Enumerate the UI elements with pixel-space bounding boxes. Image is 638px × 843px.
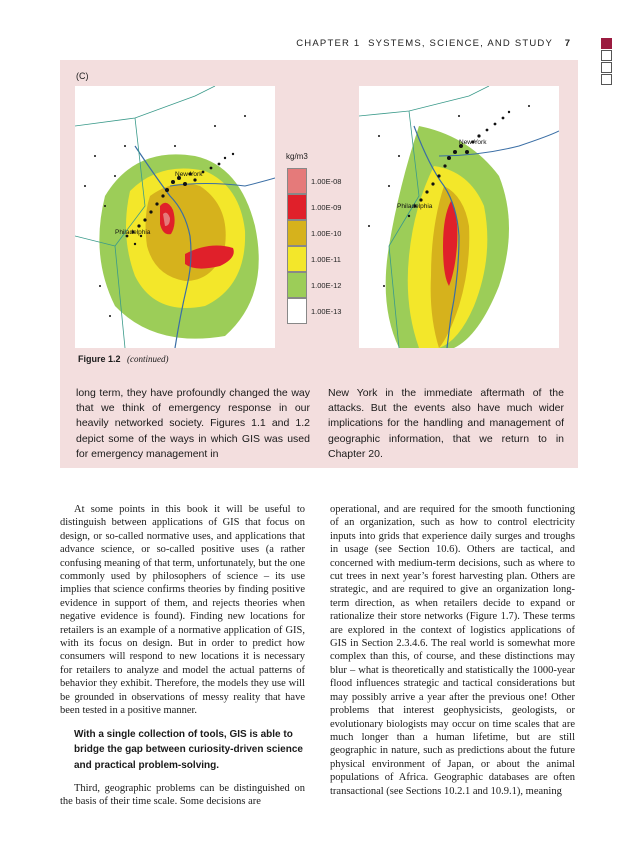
- chapter-title: SYSTEMS, SCIENCE, AND STUDY: [368, 38, 553, 49]
- plume-map-right: [359, 86, 559, 348]
- chapter-word: CHAPTER: [296, 38, 351, 49]
- panel-label: (C): [76, 71, 89, 81]
- thumb-tab: [601, 62, 612, 73]
- paragraph: operational, and are required for the smooth functioning of an organization, such as how to control electricity inputs into grids that experience daily surges and troughs in usage (see Section 10.6). Others are tactical, and concerned with medium-term decisions, such as where to cut trees in next year’s forest harvesting plan. Others are strategic, and are required to give an organization long-term direction, as when retailers decide to expand or rationalize their store networks (Figure 1.7). These terms are explored in the context of logistics applications of GIS in Section 2.3.4.6. The real world is somewhat more complex than this, of course, and these distinctions may blur – what is theoretically and statistically the 1000-year flood influences strategic and tactical considerations but may possibly arrive a year after the previous one! Other problems that interest geophysicists, geologists, or evolutionary biologists may occur on time scales that are much longer than a human lifetime, but are still geographic in nature, such as predictions about the future physical environment of Japan, or about the animal populations of Africa. Geographic databases are often transactional (see Sections 10.2.1 and 10.9.1), meaning: [330, 504, 575, 797]
- thumb-tab: [601, 50, 612, 61]
- legend-swatch: [287, 194, 307, 220]
- figure-caption-note: (continued): [127, 354, 169, 364]
- legend-label: 1.00E-13: [311, 307, 342, 316]
- legend-swatch: [287, 272, 307, 298]
- map-label-philadelphia: Philadelphia: [115, 229, 151, 236]
- paragraph: Third, geographic problems can be distinguished on the basis of their time scale. Some decisions are: [60, 783, 305, 808]
- figure-panel: [60, 60, 578, 468]
- legend-entry: [287, 168, 346, 194]
- map-label-new-york: New York: [175, 171, 203, 178]
- pull-quote: With a single collection of tools, GIS is able to bridge the gap between curiosity-driven science and practical problem-solving.: [74, 728, 303, 771]
- running-head: [296, 38, 570, 49]
- map-label-philadelphia: Philadelphia: [397, 203, 433, 210]
- legend-entry: [287, 194, 346, 220]
- page-number: 7: [564, 38, 570, 49]
- legend-label: 1.00E-09: [311, 203, 342, 212]
- legend-unit: kg/m3: [286, 152, 308, 161]
- box-text-right: New York in the immediate aftermath of the attacks. But the events also have much wider implications for the handling and management of geographic information, that we return to in Chapter 20.: [328, 387, 564, 460]
- legend-swatch: [287, 246, 307, 272]
- legend-entry: [287, 272, 346, 298]
- legend-swatch: [287, 168, 307, 194]
- paragraph: At some points in this book it will be useful to distinguish between applications of GIS that focus on design, or so-called normative uses, and applications that advance science, or so-called positive uses (a rather confusing meaning of that term, unfortunately, but the one commonly used by philosophers of science – its use implies that science confirms theories by finding positive evidence in support of them, and rejects theories when negative evidence is found). Finding new locations for retailers is an example of a normative application of GIS, with its focus on design. But in order to predict how consumers will respond to new locations it is necessary for retailers to analyze and model the actual patterns of behavior they exhibit. Therefore, the models they use will be grounded in observations of messy reality that have been tested in a positive manner.: [60, 504, 305, 717]
- thumb-tab: [601, 74, 612, 85]
- chapter-thumb-tabs: [601, 38, 612, 86]
- body-column-left: [60, 503, 305, 809]
- legend-swatch: [287, 220, 307, 246]
- legend-label: 1.00E-12: [311, 281, 342, 290]
- legend-swatch: [287, 298, 307, 324]
- legend-entry: [287, 246, 346, 272]
- map-label-new-york: New York: [459, 139, 487, 146]
- figure-caption: [78, 354, 169, 364]
- legend-label: 1.00E-11: [311, 255, 341, 264]
- thumb-tab-active: [601, 38, 612, 49]
- legend-label: 1.00E-10: [311, 229, 342, 238]
- plume-map-left: [75, 86, 275, 348]
- box-text-left: long term, they have profoundly changed the way that we think of emergency response in our heavily networked society. Figures 1.1 and 1.2 depict some of the ways in which GIS was used for emergency management in: [76, 387, 310, 460]
- body-column-right: [330, 503, 575, 798]
- legend-entry: [287, 298, 346, 324]
- chapter-number: 1: [353, 38, 361, 49]
- legend-label: 1.00E-08: [311, 177, 342, 186]
- figure-caption-label: Figure 1.2: [78, 354, 121, 364]
- legend-entry: [287, 220, 346, 246]
